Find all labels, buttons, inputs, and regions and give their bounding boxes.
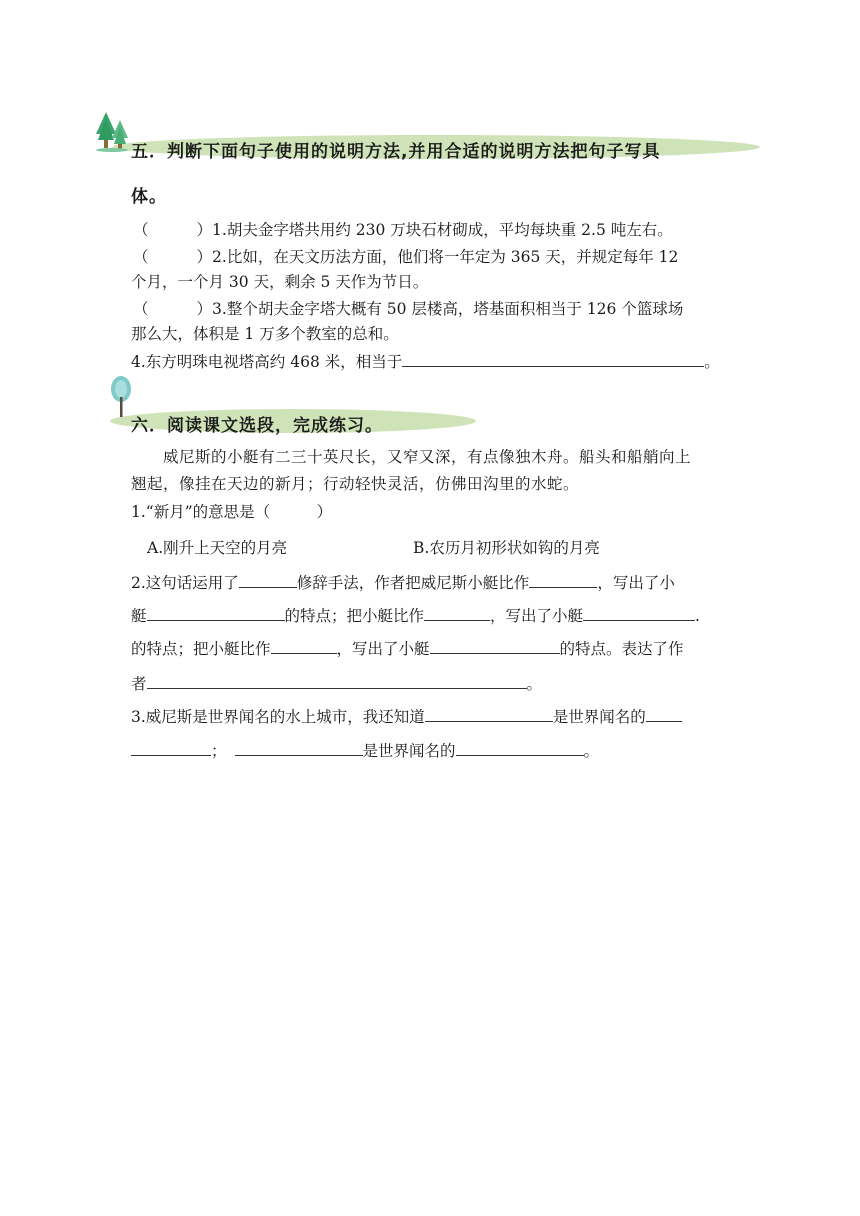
answer-blank[interactable] bbox=[424, 606, 490, 621]
answer-blank[interactable] bbox=[271, 639, 337, 654]
q2-text: ，写出了小艇 bbox=[336, 640, 430, 658]
q1-option-a[interactable]: A.刚升上天空的月亮 bbox=[147, 539, 288, 557]
q3-line-1 bbox=[131, 707, 682, 727]
q1-option-b[interactable]: B.农历月初形状如钩的月亮 bbox=[413, 539, 600, 557]
q3-line-2 bbox=[131, 741, 599, 761]
s5-item-4 bbox=[131, 352, 720, 372]
q3-text: ； bbox=[211, 742, 227, 760]
s5-item-2-cont: 个月，一个月 30 天，剩余 5 天作为节日。 bbox=[131, 273, 429, 291]
q2-text: 的特点。表达了作 bbox=[559, 640, 684, 658]
q2-line-4 bbox=[131, 674, 542, 694]
answer-blank[interactable] bbox=[456, 741, 584, 756]
answer-blank[interactable] bbox=[425, 707, 553, 722]
s5-item-3-text: 3.整个胡夫金字塔大概有 50 层楼高，塔基面积相当于 126 个篮球场 bbox=[212, 300, 684, 318]
period: 。 bbox=[704, 353, 720, 371]
answer-blank[interactable] bbox=[131, 741, 211, 756]
section5-title-cont: 体。 bbox=[131, 187, 167, 207]
q2-text: ，写出了小艇 bbox=[490, 607, 584, 625]
answer-blank[interactable] bbox=[646, 707, 682, 722]
s5-item-2-text: 2.比如，在天文历法方面，他们将一年定为 365 天，并规定每年 12 bbox=[212, 248, 679, 266]
answer-blank[interactable] bbox=[239, 573, 297, 588]
answer-blank[interactable] bbox=[402, 352, 704, 367]
q2-line-3 bbox=[131, 639, 684, 659]
q2-text: 2.这句话运用了 bbox=[131, 574, 239, 592]
q2-text: 的特点；把小艇比作 bbox=[284, 607, 425, 625]
q1-text: 1.“新月”的意思是（ ） bbox=[131, 503, 333, 521]
answer-paren-close: ） bbox=[196, 248, 213, 266]
q2-text: 者 bbox=[131, 675, 147, 693]
q2-line-2 bbox=[131, 606, 700, 626]
passage-line-1: 威尼斯的小艇有二三十英尺长，又窄又深，有点像独木舟。船头和船艄向上 bbox=[163, 448, 692, 466]
q2-text: ，写出了小 bbox=[597, 574, 675, 592]
q3-text: 。 bbox=[583, 742, 600, 760]
answer-blank[interactable] bbox=[235, 741, 363, 756]
passage-line-2: 翘起，像挂在天边的新月；行动轻快灵活，仿佛田沟里的水蛇。 bbox=[131, 475, 580, 493]
s5-item-3 bbox=[133, 299, 683, 319]
s5-item-1-text: 1.胡夫金字塔共用约 230 万块石材砌成，平均每块重 2.5 吨左右。 bbox=[212, 221, 673, 239]
answer-blank[interactable] bbox=[583, 606, 695, 621]
answer-blank[interactable] bbox=[147, 674, 527, 689]
answer-paren-close: ） bbox=[196, 300, 213, 318]
s5-item-4-text: 4.东方明珠电视塔高约 468 米，相当于 bbox=[131, 353, 403, 371]
answer-blank[interactable] bbox=[529, 573, 597, 588]
section5-title: 五．判断下面句子使用的说明方法,并用合适的说明方法把句子写具 bbox=[131, 142, 661, 162]
q3-text: 3.威尼斯是世界闻名的水上城市，我还知道 bbox=[131, 708, 425, 726]
s5-item-3-cont: 那么大，体积是 1 万多个教室的总和。 bbox=[131, 325, 399, 343]
q2-text: . bbox=[695, 607, 700, 625]
answer-paren-open: （ bbox=[133, 221, 149, 239]
answer-blank[interactable] bbox=[430, 639, 560, 654]
q2-line-1 bbox=[131, 573, 675, 593]
answer-paren-open: （ bbox=[133, 248, 149, 266]
q2-text: 修辞手法，作者把威尼斯小艇比作 bbox=[296, 574, 530, 592]
answer-paren-close: ） bbox=[196, 221, 213, 239]
q3-text: 是世界闻名的 bbox=[362, 742, 456, 760]
q2-text: 。 bbox=[526, 675, 543, 693]
q3-text: 是世界闻名的 bbox=[552, 708, 646, 726]
answer-paren-open: （ bbox=[133, 300, 149, 318]
q2-text: 的特点；把小艇比作 bbox=[131, 640, 271, 658]
pine-trees-icon bbox=[94, 110, 132, 152]
q2-text: 艇 bbox=[131, 607, 147, 625]
answer-blank[interactable] bbox=[147, 606, 285, 621]
s5-item-1 bbox=[133, 220, 673, 240]
section6-title: 六．阅读课文选段，完成练习。 bbox=[131, 416, 383, 436]
s5-item-2 bbox=[133, 247, 678, 267]
